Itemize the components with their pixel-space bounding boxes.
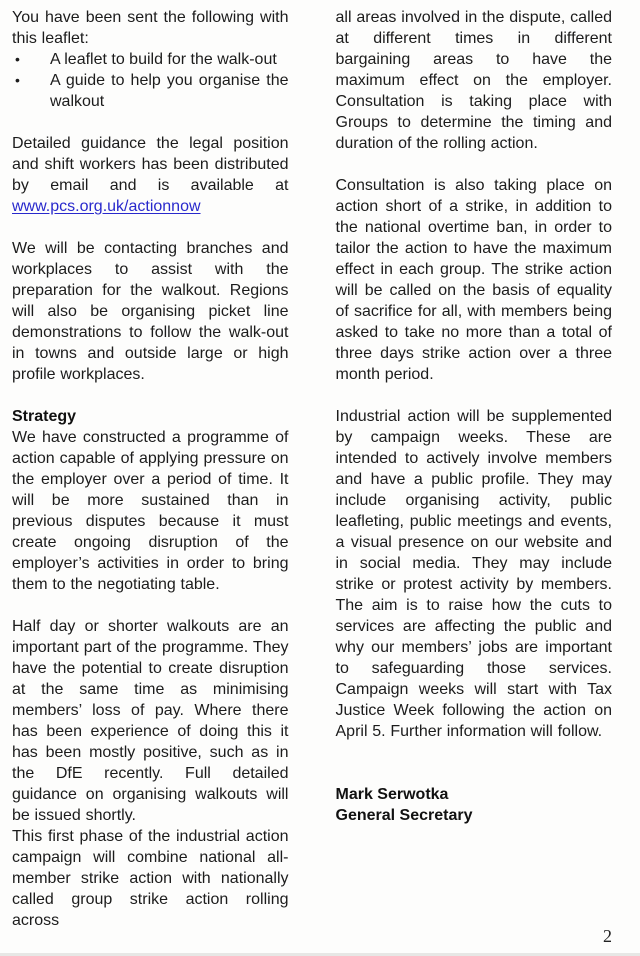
blank-line [336,742,613,763]
blank-line [12,595,289,616]
paragraph: You have been sent the following with this leaflet: [12,9,289,47]
paragraph: Half day or shorter walkouts are an important part of the programme. They have the potential to create disruption at the same time as minimising members’ loss of pay. Where there has been experience of doing this it has been mostly positive, such as in the DfE recently. Full detailed guidance on organising walkouts will be issued shortly. [12,618,289,824]
two-column-layout [12,7,612,931]
paragraph: We have constructed a programme of action capable of applying pressure on the employer over a period of time. It will be more sustained than in previous disputes because it must create ongoing disruption of the employer’s activities in order to bring them to the negotiating table. [12,429,289,593]
signature-line: Mark Serwotka [335,786,449,803]
paragraph: We will be contacting branches and workplaces to assist with the preparation for the walkout. Regions will also be organising picket line demonstrations to follow the walk-out in towns and outside large or high profile workplaces. [12,240,289,383]
bullet-item [12,49,289,70]
paragraph: Industrial action will be supplemented by campaign weeks. These are intended to actively involve members and have a public profile. They may include organising activity, public leafleting, public meetings and events, a visual presence on our website and in social media. They may include strike or protest activity by members. The aim is to raise how the cuts to services are affecting the public and why our members’ jobs are important to safeguarding those services. Campaign weeks will start with Tax Justice Week following the action on April 5. Further information will follow. [335,408,612,740]
text-column-left [12,7,289,931]
blank-line [12,112,289,133]
pcs-actionnow-link[interactable]: www.pcs.org.uk/actionnow [12,198,201,215]
blank-line [12,385,289,406]
paragraph: Detailed guidance the legal position and shift workers has been distributed by email and is available at www.pcs.org.uk/actionnow [12,135,289,215]
bullet-icon: • [15,72,20,88]
blank-line [336,385,613,406]
bullet-list [12,49,289,112]
paragraph: all areas involved in the dispute, called at different times in different bargaining areas to have the maximum effect on the employer. Consultation is taking place with Groups to determine the timing and duration of the rolling action. [335,9,612,152]
bullet-item [12,70,289,112]
paragraph: This first phase of the industrial action campaign will combine national all-member strike action with nationally called group strike action rolling across [12,828,289,929]
paragraph: Consultation is also taking place on action short of a strike, in addition to the national overtime ban, in order to tailor the action to have the maximum effect in each group. The strike action will be called on the basis of equality of sacrifice for all, with members being asked to take no more than a total of three days strike action over a three month period. [335,177,612,383]
bullet-text: A leaflet to build for the walk-out [50,51,277,68]
signature-line: General Secretary [335,807,473,824]
blank-line [336,154,613,175]
bullet-text: A guide to help you organise the walkout [50,72,289,110]
bullet-icon: • [15,51,20,67]
text-column-right [336,7,613,826]
blank-line [12,217,289,238]
signature-block [336,784,613,826]
blank-line [336,763,613,784]
page-number: 2 [603,926,612,946]
section-heading: Strategy [12,408,77,425]
